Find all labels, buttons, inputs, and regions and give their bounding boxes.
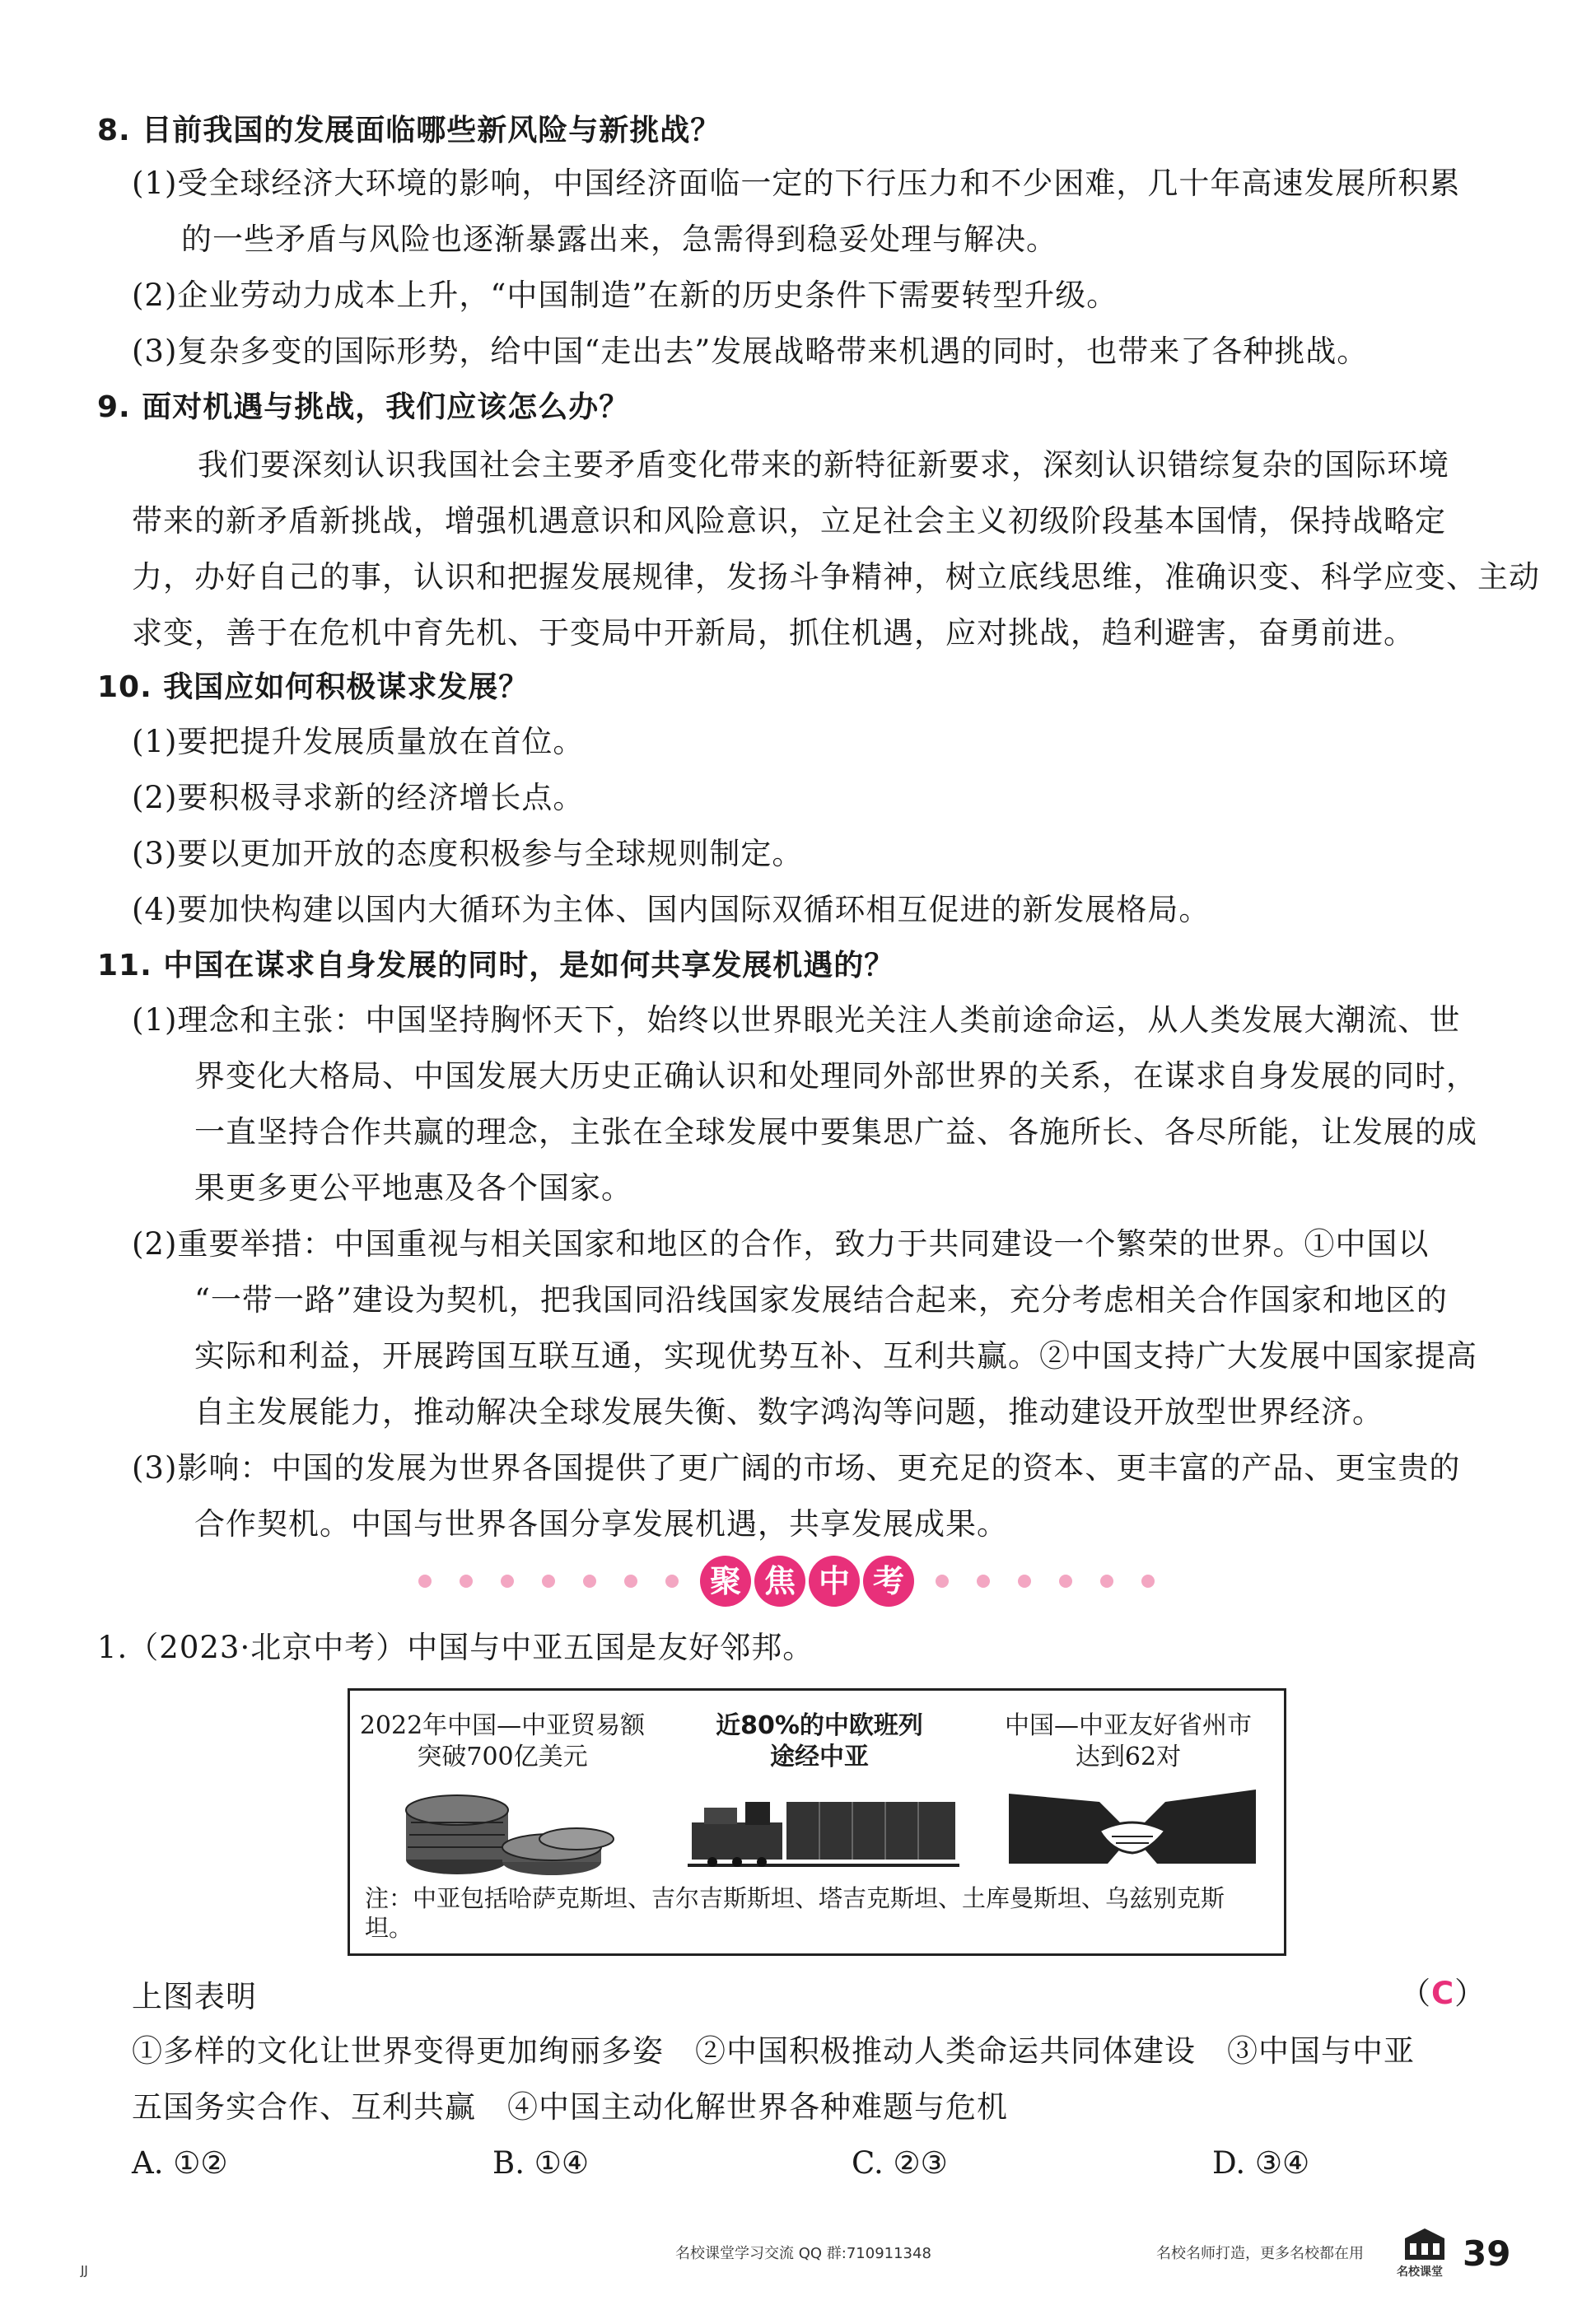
q10-line-4: (4)要加快构建以国内大循环为主体、国内国际双循环相互促进的新发展格局。	[132, 892, 1211, 927]
banner-dot	[583, 1575, 596, 1588]
q11-line-5: (2)重要举措：中国重视与相关国家和地区的合作，致力于共同建设一个繁荣的世界。①中国以	[132, 1226, 1430, 1262]
panel-2-line-1: 近80%的中欧班列	[716, 1711, 923, 1740]
q10-line-1: (1)要把提升发展质量放在首位。	[132, 724, 585, 759]
q10-line-3: (3)要以更加开放的态度积极参与全球规则制定。	[132, 836, 804, 871]
q11-line-4: 果更多更公平地惠及各个国家。	[194, 1170, 632, 1206]
exam-question-stem: 1.（2023·北京中考）中国与中亚五国是友好邻邦。	[97, 1630, 814, 1665]
question-10-title: 10. 我国应如何积极谋求发展？	[97, 670, 530, 704]
option-c: C. ②③	[852, 2145, 948, 2181]
option-b: B. ①④	[492, 2145, 590, 2181]
banner-char: 中	[809, 1556, 860, 1607]
page-number: 39	[1463, 2233, 1511, 2274]
footer-left-mark: JJ	[81, 2263, 88, 2278]
train-icon	[688, 1790, 959, 1872]
banner-char: 考	[863, 1556, 914, 1607]
q11-line-9: (3)影响：中国的发展为世界各国提供了更广阔的市场、更充足的资本、更丰富的产品、更宝贵的	[132, 1450, 1461, 1486]
exam-figure	[348, 1688, 1286, 1956]
exam-prompt: 上图表明	[132, 1979, 257, 2014]
handshake-icon	[1009, 1785, 1256, 1876]
panel-3-line-2: 达到62对	[1075, 1743, 1182, 1771]
q11-line-3: 一直坚持合作共赢的理念，主张在全球发展中要集思广益、各施所长、各尽所能，让发展的成	[194, 1114, 1477, 1150]
figure-panel-2-text	[675, 1710, 964, 1773]
banner-dot	[1141, 1575, 1155, 1588]
q8-line-2: 的一些矛盾与风险也逐渐暴露出来，急需得到稳妥处理与解决。	[181, 222, 1057, 257]
option-d: D. ③④	[1212, 2145, 1310, 2181]
panel-3-line-1: 中国—中亚友好省州市	[1005, 1711, 1252, 1740]
q9-line-4: 求变，善于在危机中育先机、于变局中开新局，抓住机遇，应对挑战，趋利避害，奋勇前进。	[132, 615, 1415, 651]
answer-value: C	[1431, 1976, 1455, 2011]
banner-dot	[501, 1575, 514, 1588]
banner-char: 焦	[754, 1556, 805, 1607]
answer-close: ）	[1454, 1976, 1486, 2011]
brand-name: 名校课堂	[1397, 2266, 1443, 2279]
exam-statements-line-1: ①多样的文化让世界变得更加绚丽多姿 ②中国积极推动人类命运共同体建设 ③中国与中亚	[132, 2033, 1415, 2069]
answer-bracket	[1400, 1973, 1486, 2014]
q9-line-1: 我们要深刻认识我国社会主要矛盾变化带来的新特征新要求，深刻认识错综复杂的国际环境	[198, 447, 1449, 483]
section-banner	[404, 1552, 1194, 1610]
q11-line-2: 界变化大格局、中国发展大历史正确认识和处理同外部世界的关系，在谋求自身发展的同时，	[194, 1058, 1477, 1094]
banner-dot	[936, 1575, 949, 1588]
exam-statements-line-2: 五国务实合作、互利共赢 ④中国主动化解世界各种难题与危机	[132, 2089, 1008, 2125]
banner-dot	[542, 1575, 555, 1588]
q9-line-2: 带来的新矛盾新挑战，增强机遇意识和风险意识，立足社会主义初级阶段基本国情，保持战略定	[132, 503, 1446, 539]
q8-line-1: (1)受全球经济大环境的影响，中国经济面临一定的下行压力和不少困难，几十年高速发展所积累	[132, 166, 1461, 201]
banner-char: 聚	[700, 1556, 751, 1607]
q10-line-2: (2)要积极寻求新的经济增长点。	[132, 780, 585, 815]
banner-dot	[1059, 1575, 1072, 1588]
banner-dot	[977, 1575, 990, 1588]
option-a: A. ①②	[132, 2145, 228, 2181]
q11-line-7: 实际和利益，开展跨国互联互通，实现优势互补、互利共赢。②中国支持广大发展中国家提高	[194, 1338, 1477, 1374]
question-8-title: 8. 目前我国的发展面临哪些新风险与新挑战？	[97, 114, 721, 147]
panel-1-line-1: 2022年中国—中亚贸易额	[359, 1711, 646, 1740]
question-9-title: 9. 面对机遇与挑战，我们应该怎么办？	[97, 390, 630, 424]
question-11-title: 11. 中国在谋求自身发展的同时，是如何共享发展机遇的？	[97, 949, 895, 982]
footer-right: 名校名师打造，更多名校都在用	[1156, 2245, 1364, 2262]
figure-panel-1-text	[358, 1710, 646, 1773]
banner-dot	[665, 1575, 679, 1588]
q11-line-6: “一带一路”建设为契机，把我国同沿线国家发展结合起来，充分考虑相关合作国家和地区的	[194, 1282, 1448, 1318]
banner-dot	[624, 1575, 637, 1588]
q11-line-1: (1)理念和主张：中国坚持胸怀天下，始终以世界眼光关注人类前途命运，从人类发展大潮流、世	[132, 1002, 1461, 1038]
answer-open: （	[1400, 1976, 1431, 2011]
banner-dot	[418, 1575, 432, 1588]
panel-2-line-2: 途经中亚	[770, 1743, 869, 1771]
q8-line-3: (2)企业劳动力成本上升，“中国制造”在新的历史条件下需要转型升级。	[132, 278, 1118, 313]
figure-note: 注：中亚包括哈萨克斯坦、吉尔吉斯斯坦、塔吉克斯坦、土库曼斯坦、乌兹别克斯坦。	[365, 1884, 1225, 1942]
q11-line-10: 合作契机。中国与世界各国分享发展机遇，共享发展成果。	[194, 1506, 1008, 1542]
footer-center: 名校课堂学习交流 QQ 群:710911348	[675, 2245, 931, 2262]
banner-dot	[1018, 1575, 1031, 1588]
banner-dot	[1100, 1575, 1113, 1588]
q11-line-8: 自主发展能力，推动解决全球发展失衡、数字鸿沟等问题，推动建设开放型世界经济。	[194, 1394, 1384, 1430]
q9-line-3: 力，办好自己的事，认识和把握发展规律，发扬斗争精神，树立底线思维，准确识变、科学应变、主动	[132, 559, 1540, 595]
banner-dot	[460, 1575, 473, 1588]
panel-1-line-2: 突破700亿美元	[417, 1743, 588, 1771]
figure-panel-3-text	[976, 1710, 1281, 1773]
coins-icon	[399, 1781, 622, 1880]
q8-line-4: (3)复杂多变的国际形势，给中国“走出去”发展战略带来机遇的同时，也带来了各种挑战。	[132, 334, 1369, 369]
